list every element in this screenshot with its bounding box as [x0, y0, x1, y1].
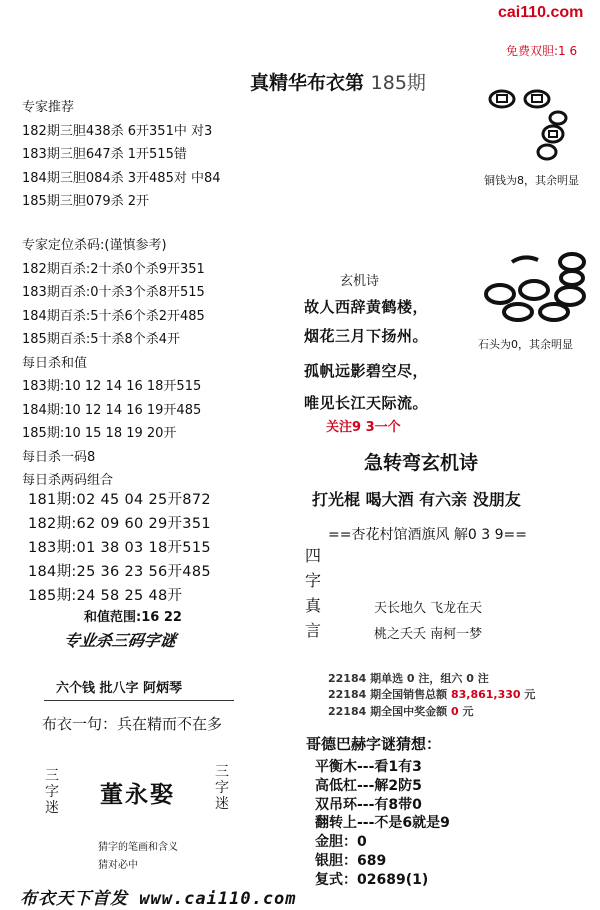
four-words-label	[305, 543, 321, 643]
stats-sales-unit: 元	[524, 688, 536, 701]
stats-sales	[328, 686, 535, 702]
daily-pair-line: 181期:02 45 04 25开872	[28, 492, 211, 508]
riddle-right-label: 三字迷	[215, 764, 229, 812]
daily-pair-line: 183期:01 38 03 18开515	[28, 540, 211, 556]
four-words-line: 桃之夭夭 南柯一梦	[374, 627, 483, 642]
daily-pair-heading: 每日杀两码组合	[22, 473, 114, 488]
stats-prize-label: 22184 期全国中奖金额	[328, 705, 448, 718]
six-coins-line: 六个钱 批八字 阿炳琴	[56, 681, 183, 696]
expert-line: 183期三胆647杀 1开515错	[22, 147, 187, 162]
site-logo: cai110.com	[498, 4, 584, 21]
expert-line: 182期三胆438杀 6开351中 对3	[22, 123, 213, 139]
stones-caption: 石头为0，其余明显	[478, 338, 573, 351]
daily-pair-line: 182期:62 09 60 29开351	[28, 516, 211, 532]
four-words-char: 言	[305, 621, 322, 640]
position-kill-line: 183期百杀:0十杀3个杀8开515	[22, 285, 205, 300]
four-words-char: 四	[305, 546, 322, 565]
free-pick: 免费双胆:1 6	[506, 44, 578, 58]
sharp-turn-title: 急转弯玄机诗	[364, 452, 479, 474]
sum-range: 和值范围:16 22	[84, 610, 182, 625]
position-kill-heading: 专家定位杀码:(谨慎参考)	[22, 238, 167, 253]
coins-illustration	[485, 84, 575, 164]
daily-sum-line: 184期:10 12 14 16 19开485	[22, 402, 202, 418]
riddle-hint: 猜字的笔画和含义	[98, 842, 178, 853]
goedel-line: 金胆：0	[315, 834, 367, 851]
expert-section	[22, 96, 221, 214]
stats-prize	[328, 703, 473, 719]
stats-sales-label: 22184 期全国销售总额	[328, 688, 448, 701]
poem-focus: 关注9 3一个	[326, 420, 401, 435]
buyi-line: 布衣一句：兵在精而不在多	[42, 715, 223, 733]
daily-sum-heading: 每日杀和值	[22, 355, 88, 371]
position-kill-section	[22, 234, 205, 493]
sharp-turn-line: 打光棍 喝大酒 有六亲 没朋友	[312, 490, 521, 509]
title-main: 真精华布衣第	[250, 72, 365, 94]
stats-line: 22184 期单选 0 注，组六 0 注	[328, 672, 489, 685]
daily-pair-line: 184期:25 36 23 56开485	[28, 564, 211, 580]
riddle-left-label: 三字迷	[45, 768, 59, 816]
page-title	[250, 68, 426, 95]
poem-title: 玄机诗	[340, 274, 380, 289]
position-kill-line: 185期百杀:5十杀8个杀4开	[22, 332, 181, 347]
footer: 布衣天下首发 www.cai110.com	[20, 889, 297, 909]
expert-heading: 专家推荐	[22, 100, 75, 115]
riddle-name: 董永娶	[100, 782, 175, 808]
goedel-line: 平衡木---看1有3	[315, 759, 422, 775]
goedel-line: 复式：02689(1)	[315, 871, 429, 888]
four-words-char: 真	[305, 596, 322, 615]
poem-line: 故人西辞黄鹤楼，	[304, 298, 429, 316]
sharp-turn-solution: ==杏花村馆酒旗风 解0 3 9==	[328, 527, 527, 543]
daily-one: 每日杀一码8	[22, 449, 96, 465]
expert-line: 185期三胆079杀 2开	[22, 194, 150, 209]
expert-line: 184期三胆084杀 3开485对 中84	[22, 170, 221, 186]
divider	[44, 700, 234, 701]
poem-line: 烟花三月下扬州。	[304, 327, 429, 345]
goedel-line: 双吊环---有8带0	[315, 796, 422, 813]
coins-caption: 铜钱为8，其余明显	[484, 174, 579, 187]
daily-pair-section	[28, 488, 211, 608]
poem-line: 孤帆远影碧空尽，	[304, 362, 429, 380]
goedel-line: 高低杠---解2防5	[315, 777, 422, 794]
stats-prize-amount: 0	[450, 705, 459, 718]
poem-line: 唯见长江天际流。	[304, 394, 429, 412]
title-issue: 185期	[370, 72, 426, 94]
position-kill-line: 182期百杀:2十杀0个杀9开351	[22, 261, 205, 277]
four-words-char: 字	[305, 571, 322, 590]
stats-sales-amount: 83,861,330	[450, 688, 521, 701]
goedel-title: 哥德巴赫字谜猜想：	[306, 735, 442, 753]
position-kill-line: 184期百杀:5十杀6个杀2开485	[22, 308, 205, 324]
three-code-riddle: 专业杀三码字谜	[62, 631, 178, 650]
stats-prize-unit: 元	[462, 705, 474, 718]
goedel-line: 翻转上---不是6就是9	[315, 815, 450, 832]
stones-illustration	[482, 248, 594, 328]
goedel-list	[315, 758, 450, 890]
four-words-line: 天长地久 飞龙在天	[374, 601, 483, 616]
riddle-hint: 猜对必中	[98, 860, 138, 871]
goedel-line: 银胆：689	[315, 852, 387, 869]
daily-sum-line: 185期:10 15 18 19 20开	[22, 426, 177, 441]
daily-sum-line: 183期:10 12 14 16 18开515	[22, 379, 202, 394]
daily-pair-line: 185期:24 58 25 48开	[28, 588, 183, 604]
